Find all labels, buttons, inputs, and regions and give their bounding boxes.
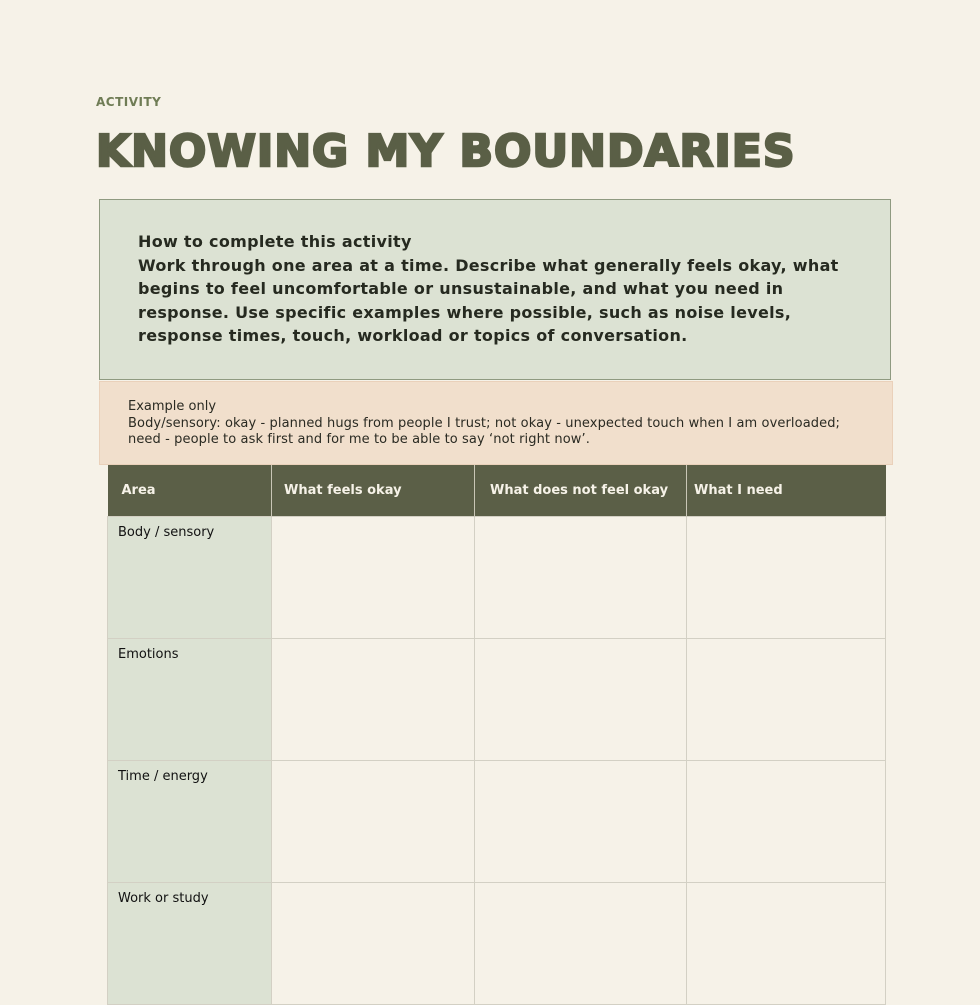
example-label: Example only: [128, 399, 217, 414]
table-row: [108, 882, 886, 1004]
need-cell[interactable]: [687, 516, 886, 638]
instructions-box: [99, 199, 891, 380]
header-area: Area: [108, 465, 272, 516]
not-okay-cell[interactable]: [475, 760, 687, 882]
not-okay-cell[interactable]: [475, 882, 687, 1004]
feels-okay-cell[interactable]: [272, 760, 475, 882]
feels-okay-cell[interactable]: [272, 882, 475, 1004]
header-not-okay: What does not feel okay: [475, 465, 687, 516]
page-title: KNOWING MY BOUNDARIES: [96, 126, 796, 177]
need-cell[interactable]: [687, 760, 886, 882]
header-feels-okay: What feels okay: [272, 465, 475, 516]
example-box: [99, 381, 893, 465]
activity-eyebrow: ACTIVITY: [96, 95, 162, 109]
instructions-body: Work through one area at a time. Describe what generally feels okay, what begins to feel uncomfortable or unsustainable, and what you need in response. Use specific examples where possible, such as noise levels, response times, touch, workload or topics of conversation.: [138, 255, 839, 345]
area-cell: Body / sensory: [108, 516, 272, 638]
table-row: [108, 760, 886, 882]
boundaries-table: [107, 465, 886, 1005]
not-okay-cell[interactable]: [475, 638, 687, 760]
example-text: Body/sensory: okay - planned hugs from people I trust; not okay - unexpected touch when I am overloaded; need - people to ask first and for me to be able to say ‘not right now’.: [128, 415, 841, 447]
need-cell[interactable]: [687, 882, 886, 1004]
not-okay-cell[interactable]: [475, 516, 687, 638]
feels-okay-cell[interactable]: [272, 516, 475, 638]
area-cell: Time / energy: [108, 760, 272, 882]
instructions-title: How to complete this activity: [138, 232, 412, 251]
area-cell: Emotions: [108, 638, 272, 760]
area-cell: Work or study: [108, 882, 272, 1004]
need-cell[interactable]: [687, 638, 886, 760]
table-row: [108, 638, 886, 760]
header-what-i-need: What I need: [687, 465, 886, 516]
table-row: [108, 516, 886, 638]
table-header-row: [108, 465, 886, 516]
feels-okay-cell[interactable]: [272, 638, 475, 760]
